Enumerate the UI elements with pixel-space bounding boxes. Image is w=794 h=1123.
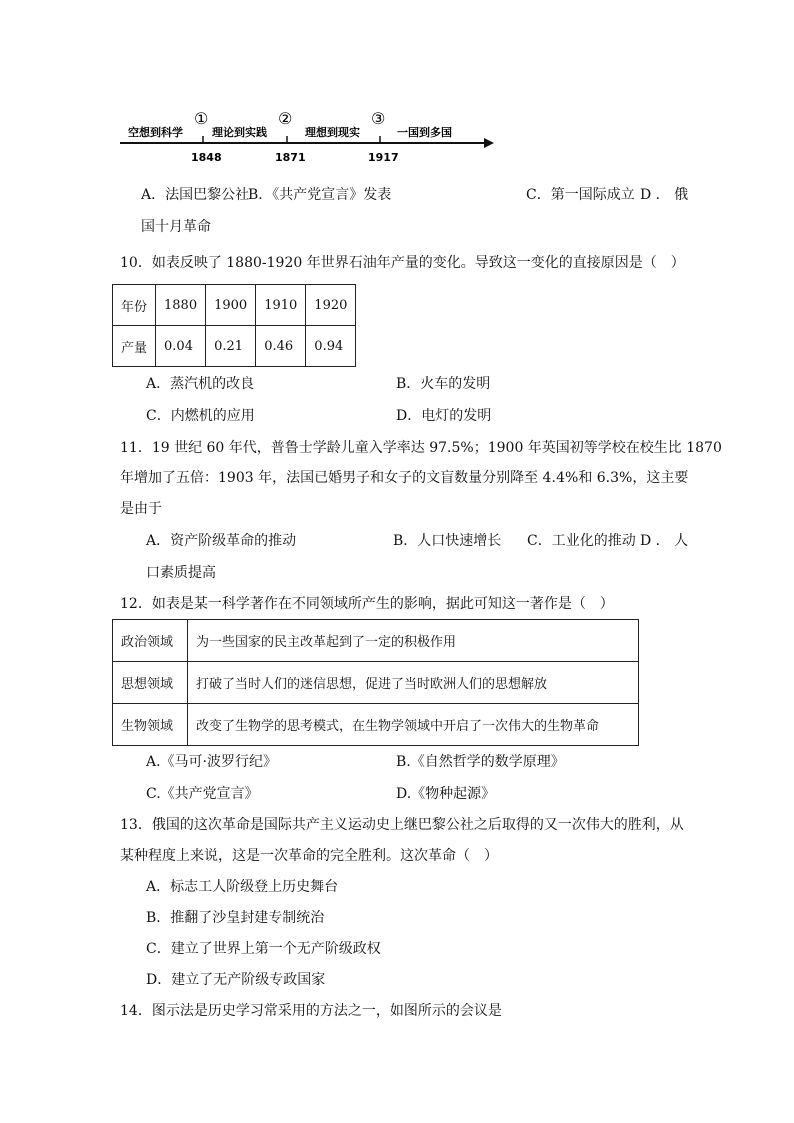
q13-stem-line-1: 13．俄国的这次革命是国际共产主义运动史上继巴黎公社之后取得的又一次伟大的胜利，从 xyxy=(120,817,684,833)
q11-stem-line-1: 11．19 世纪 60 年代，普鲁士学龄儿童入学率达 97.5%；1900 年英国初等学校在校生比 1870 xyxy=(120,440,722,456)
table-row xyxy=(113,662,639,704)
stage-3-label: 理想到现实 xyxy=(305,126,360,139)
q11-option-d: D ． 人 xyxy=(640,533,689,549)
q12-influence-table xyxy=(112,619,639,746)
q12-option-a: A.《马可·波罗行纪》 xyxy=(146,754,278,770)
q13-option-a: A．标志工人阶级登上历史舞台 xyxy=(146,879,339,895)
year-1917: 1917 xyxy=(368,151,399,164)
table-row xyxy=(113,704,639,746)
q9-option-d-cont: 国十月革命 xyxy=(141,219,211,235)
q11-stem-line-3: 是由于 xyxy=(120,501,162,517)
q13-option-c: C．建立了世界上第一个无产阶级政权 xyxy=(146,941,381,957)
effect-cell: 改变了生物学的思考模式，在生物学领域中开启了一次伟大的生物革命 xyxy=(188,704,639,746)
q12-option-c: C.《共产党宣言》 xyxy=(146,786,259,802)
marker-2: ② xyxy=(278,109,293,128)
q11-option-a: A．资产阶级革命的推动 xyxy=(146,533,297,549)
table-row xyxy=(113,285,356,326)
q13-option-d: D．建立了无产阶级专政国家 xyxy=(146,972,326,988)
q13-option-b: B．推翻了沙皇封建专制统治 xyxy=(146,910,325,926)
q10-option-b: B．火车的发明 xyxy=(396,376,491,392)
stage-2-label: 理论到实践 xyxy=(212,126,267,139)
table-cell: 0.04 xyxy=(156,326,206,367)
marker-1: ① xyxy=(194,109,209,128)
table-cell: 0.46 xyxy=(256,326,306,367)
field-cell: 生物领域 xyxy=(113,704,188,746)
table-cell: 产量 xyxy=(113,326,156,367)
table-cell: 年份 xyxy=(113,285,156,326)
stage-4-label: 一国到多国 xyxy=(397,126,452,139)
q10-oil-table xyxy=(112,284,356,367)
field-cell: 政治领域 xyxy=(113,620,188,662)
q12-stem: 12．如表是某一科学著作在不同领域所产生的影响，据此可知这一著作是（ ） xyxy=(120,596,614,612)
marker-3: ③ xyxy=(371,109,386,128)
table-cell: 0.21 xyxy=(206,326,256,367)
q10-option-a: A．蒸汽机的改良 xyxy=(146,376,255,392)
q10-option-c: C．内燃机的应用 xyxy=(146,408,255,424)
q9-option-a: A．法国巴黎公社 xyxy=(141,187,250,203)
q10-stem: 10．如表反映了 1880-1920 年世界石油年产量的变化。导致这一变化的直接原因是（ ） xyxy=(120,255,685,271)
timeline-arrowhead xyxy=(484,138,494,148)
stage-1-label: 空想到科学 xyxy=(128,126,183,139)
q11-option-b: B．人口快速增长 xyxy=(393,533,502,549)
q14-stem: 14．图示法是历史学习常采用的方法之一，如图所示的会议是 xyxy=(120,1003,502,1019)
q9-option-c: C．第一国际成立 xyxy=(526,187,635,203)
year-1871: 1871 xyxy=(275,151,306,164)
q10-option-d: D．电灯的发明 xyxy=(396,408,492,424)
timeline-diagram xyxy=(0,0,794,180)
q11-option-c: C．工业化的推动 xyxy=(527,533,636,549)
q13-stem-line-2: 某种程度上来说，这是一次革命的完全胜利。这次革命（ ） xyxy=(120,848,498,864)
table-cell: 1900 xyxy=(206,285,256,326)
q9-option-b: B．《共产党宣言》发表 xyxy=(248,187,392,203)
table-cell: 1910 xyxy=(256,285,306,326)
table-cell: 1920 xyxy=(306,285,356,326)
table-cell: 1880 xyxy=(156,285,206,326)
q11-option-d-cont: 口素质提高 xyxy=(146,565,216,581)
table-row xyxy=(113,326,356,367)
table-row xyxy=(113,620,639,662)
effect-cell: 打破了当时人们的迷信思想，促进了当时欧洲人们的思想解放 xyxy=(188,662,639,704)
q9-option-d: D ． 俄 xyxy=(640,187,689,203)
effect-cell: 为一些国家的民主改革起到了一定的积极作用 xyxy=(188,620,639,662)
q12-option-b: B.《自然哲学的数学原理》 xyxy=(396,754,565,770)
table-cell: 0.94 xyxy=(306,326,356,367)
q12-option-d: D.《物种起源》 xyxy=(396,786,496,802)
year-1848: 1848 xyxy=(191,151,222,164)
q11-stem-line-2: 年增加了五倍：1903 年，法国已婚男子和女子的文盲数量分别降至 4․4%和 6.3%，这主要 xyxy=(120,470,689,486)
field-cell: 思想领域 xyxy=(113,662,188,704)
